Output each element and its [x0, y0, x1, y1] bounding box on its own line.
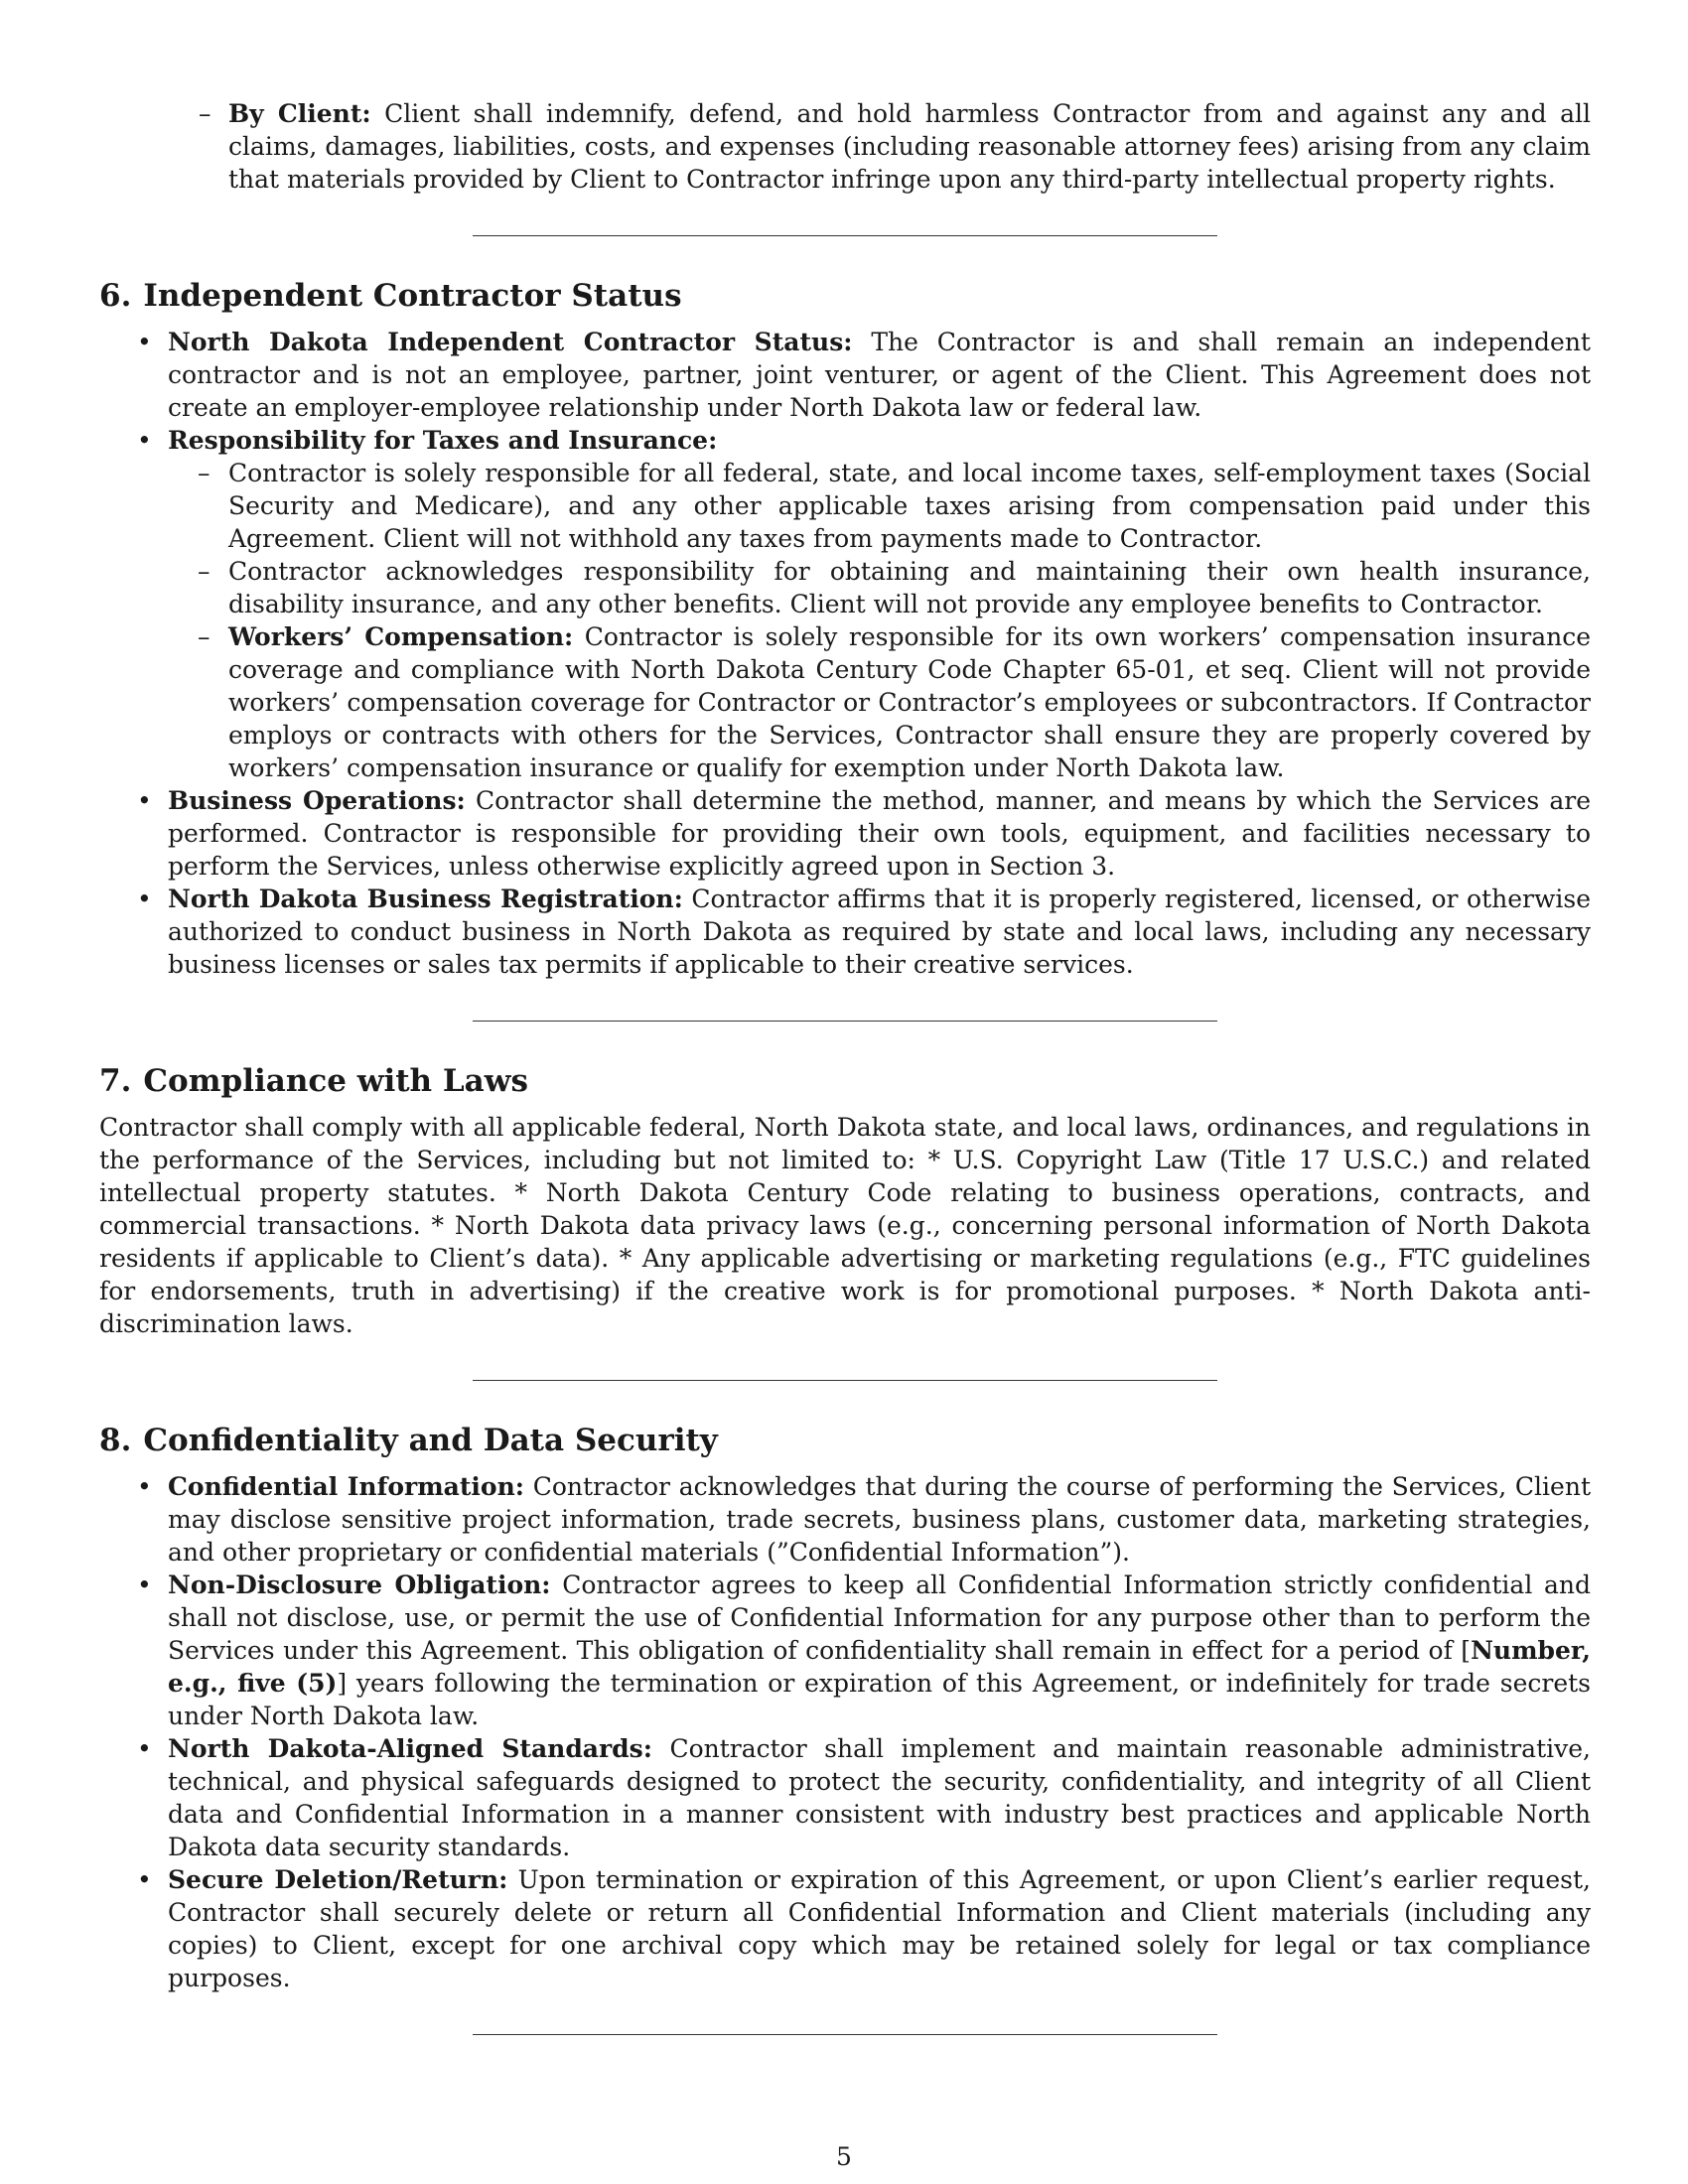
- item-label: North Dakota Business Registration:: [168, 885, 683, 913]
- section-divider: [473, 235, 1217, 236]
- list-item: [99, 1732, 1591, 1863]
- item-label: Non-Disclosure Obligation:: [168, 1570, 551, 1599]
- item-label: Business Operations:: [168, 786, 466, 815]
- item-label: North Dakota Independent Contractor Status:: [168, 328, 853, 356]
- list-item: [99, 1470, 1591, 1569]
- section-7-body: Contractor shall comply with all applicable federal, North Dakota state, and local laws, ordinances, and regulations in the performance of the Services, including but not limited to: * U.S. Copyright Law (Title 17 U.S.C.) and related intellectual property statutes. * North Dakota Century Code relating to business operations, contracts, and commercial transactions. * North Dakota data privacy laws (e.g., concerning personal information of North Dakota residents if applicable to Client’s data). * Any applicable advertising or marketing regulations (e.g., FTC guidelines for endorsements, truth in advertising) if the creative work is for promotional purposes. * North Dakota anti-discrimination laws.: [99, 1113, 1591, 1338]
- section-title: Independent Contractor Status: [143, 278, 682, 314]
- item-text: Client shall indemnify, defend, and hold harmless Contractor from and against any and all claims, damages, liabilities, costs, and expenses (including reasonable attorney fees) arising from any claim that materials provided by Client to Contractor infringe upon any third-party intellectual property rights.: [228, 99, 1591, 194]
- list-item: [99, 1569, 1591, 1732]
- item-text: Contractor agrees to keep all Confidential Information strictly confidential and shall not disclose, use, or permit the use of Confidential Information for any purpose other than to perform the Services under this Agreement. This obligation of confidentiality shall remain in effect for a period of [: [168, 1570, 1592, 1665]
- list-item: [99, 784, 1591, 883]
- section-title: Compliance with Laws: [143, 1063, 528, 1099]
- item-text: ] years following the termination or expiration of this Agreement, or indefinitely for trade secrets under North Dakota law.: [168, 1669, 1591, 1730]
- section-heading-6: [99, 276, 1591, 316]
- section-divider: [473, 1380, 1217, 1381]
- section-heading-8: [99, 1421, 1591, 1460]
- item-label: By Client:: [228, 99, 371, 128]
- page-number: 5: [836, 2142, 852, 2171]
- sublist-item: [168, 620, 1591, 784]
- item-text: Contractor shall implement and maintain reasonable administrative, technical, and physical safeguards designed to protect the security, confidentiality, and integrity of all Client data and Confidential Information in a manner consistent with industry best practices and applicable North Dakota data security standards.: [168, 1734, 1591, 1861]
- item-label: Workers’ Compensation:: [228, 622, 574, 651]
- taxes-sublist: [168, 457, 1591, 784]
- section-number: 7.: [99, 1063, 132, 1099]
- section-number: 8.: [99, 1423, 132, 1458]
- list-item: [99, 1863, 1591, 1994]
- section-divider: [473, 1021, 1217, 1022]
- section-8-list: [99, 1470, 1591, 1994]
- section-number: 6.: [99, 278, 132, 314]
- item-text: Contractor shall determine the method, manner, and means by which the Services are performed. Contractor is responsible for providing their own tools, equipment, and facilities necessary to perform the Services, unless otherwise explicitly agreed upon in Section 3.: [168, 786, 1592, 881]
- item-label: Confidential Information:: [168, 1472, 524, 1501]
- item-text: Upon termination or expiration of this Agreement, or upon Client’s earlier request, Contractor shall securely delete or return all Confidential Information and Client materials (including any copies) to Client, except for one archival copy which may be retained solely for legal or tax compliance purposes.: [168, 1865, 1591, 1992]
- item-text: Contractor affirms that it is properly registered, licensed, or otherwise authorized to conduct business in North Dakota as required by state and local laws, including any necessary business licenses or sales tax permits if applicable to their creative services.: [168, 885, 1591, 979]
- document-page: [99, 97, 1591, 2035]
- item-text: Contractor is solely responsible for its own workers’ compensation insurance coverage and compliance with North Dakota Century Code Chapter 65-01, et seq. Client will not provide workers’ compensation coverage for Contractor or Contractor’s employees or subcontractors. If Contractor employs or contracts with others for the Services, Contractor shall ensure they are properly covered by workers’ compensation insurance or qualify for exemption under North Dakota law.: [228, 622, 1591, 782]
- item-label: North Dakota-Aligned Standards:: [168, 1734, 652, 1763]
- item-text: Contractor is solely responsible for all federal, state, and local income taxes, self-employment taxes (Social Security and Medicare), and any other applicable taxes arising from compensation paid under this Agreement. Client will not withhold any taxes from payments made to Contractor.: [228, 459, 1591, 553]
- item-label: Responsibility for Taxes and Insurance:: [168, 426, 718, 455]
- sublist-item: [168, 457, 1591, 555]
- section-divider: [473, 2034, 1217, 2035]
- list-item: [99, 424, 1591, 784]
- list-item: [99, 97, 1591, 196]
- list-item: [99, 883, 1591, 981]
- list-item: [99, 326, 1591, 424]
- item-text: The Contractor is and shall remain an independent contractor and is not an employee, partner, joint venturer, or agent of the Client. This Agreement does not create an employer-employee relationship under North Dakota law or federal law.: [168, 328, 1591, 422]
- section-title: Confidentiality and Data Security: [143, 1423, 718, 1458]
- indemnification-list: [99, 97, 1591, 196]
- section-6-list: [99, 326, 1591, 981]
- item-text: Contractor acknowledges that during the course of performing the Services, Client may disclose sensitive project information, trade secrets, business plans, customer data, marketing strategies, and other proprietary or confidential materials (”Confidential Information”).: [168, 1472, 1591, 1567]
- sublist-item: [168, 555, 1591, 620]
- item-text: Contractor acknowledges responsibility for obtaining and maintaining their own health insurance, disability insurance, and any other benefits. Client will not provide any employee benefits to Contractor.: [228, 557, 1591, 618]
- item-label: Secure Deletion/Return:: [168, 1865, 508, 1894]
- fill-in-placeholder: Number, e.g., five (5): [168, 1636, 1591, 1698]
- section-heading-7: [99, 1061, 1591, 1101]
